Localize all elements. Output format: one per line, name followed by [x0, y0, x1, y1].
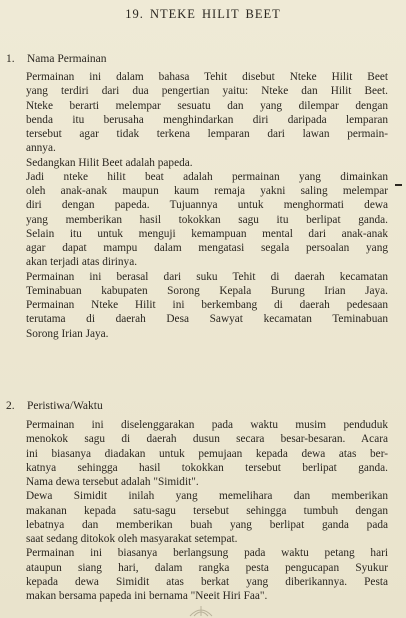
- text-line: benda itu berusaha menghindarkan diri daripada lemparan: [26, 113, 388, 126]
- section-body-1: [26, 70, 388, 341]
- text-line: tersebut agar tidak terkena lemparan dari lawan permain-: [26, 128, 388, 140]
- text-line: ataupun siang hari, dalam rangka pesta pengucapan Syukur: [26, 561, 388, 574]
- text-line: annya.: [26, 142, 56, 155]
- text-line: terutama di daerah Desa Sawyat kecamatan Teminabuan: [26, 313, 388, 326]
- text-line: lebatnya dan memberikan buah yang berlipat ganda pada: [26, 518, 388, 531]
- section-heading-peristiwa-waktu: [6, 400, 103, 412]
- text-line: agar dapat mampu dalam mengatasi segala persoalan yang: [26, 242, 388, 254]
- text-line: Jadi nteke hilit beat adalah permainan yang dimainkan: [26, 170, 388, 183]
- text-line: makanan kepada satu-sagu tersebut sehingga tumbuh dengan: [26, 504, 388, 517]
- text-line: makan bersama papeda ini bernama "Neeit Hiri Faa".: [26, 590, 268, 602]
- section-body-2: [26, 418, 388, 603]
- text-line: menokok sagu di daerah dusun secara besar-besaran. Acara: [26, 433, 388, 446]
- text-line: oleh anak-anak maupun kaum remaja yakni saling melempar: [26, 185, 388, 197]
- text-line: Permainan ini dalam bahasa Tehit disebut Nteke Hilit Beet: [26, 71, 388, 83]
- text-line: ini biasanya diadakan untuk pemujaan kepada dewa atas ber-: [26, 447, 388, 460]
- text-line: Permainan ini biasanya berlangsung pada waktu petang hari: [26, 547, 388, 560]
- margin-mark: [395, 184, 402, 186]
- page-ornament-icon: [188, 603, 214, 617]
- text-line: Selain itu untuk menguji kemampuan mental dari anak-anak: [26, 227, 388, 240]
- text-line: akan terjadi atas dirinya.: [26, 256, 138, 269]
- text-line: Dewa Simidit inilah yang memelihara dan memberikan: [26, 490, 388, 503]
- text-line: Nteke berarti melempar sesuatu dan yang dilempar dengan: [26, 99, 388, 112]
- page-title: 19. NTEKE HILIT BEET: [125, 7, 281, 21]
- text-line: yang memberikan hasil tokokkan sagu itu berlipat ganda.: [26, 213, 388, 226]
- text-line: kepada dewa Simidit atas berkat yang diberikannya. Pesta: [26, 575, 388, 588]
- text-line: Permainan ini berasal dari suku Tehit di daerah kecamatan: [26, 270, 388, 283]
- text-line: Permainan Nteke Hilit ini berkembang di daerah pedesaan: [26, 299, 388, 311]
- text-line: Teminabuan kabupaten Sorong Kepala Burung Irian Jaya.: [26, 284, 388, 297]
- section-heading-nama-permainan: [6, 53, 107, 65]
- text-line: Sedangkan Hilit Beet adalah papeda.: [26, 156, 193, 169]
- text-line: Sorong Irian Jaya.: [26, 327, 109, 340]
- section-title: Nama Permainan: [27, 53, 107, 65]
- text-line: Nama dewa tersebut adalah "Simidit".: [26, 476, 199, 488]
- text-line: diri dengan papeda. Tujuannya untuk menghormati dewa: [26, 199, 388, 212]
- text-line: saat sedang ditokok oleh masyarakat setempat.: [26, 533, 238, 545]
- section-number: 2.: [6, 400, 15, 412]
- text-line: katnya sehingga hasil tokokkan tersebut berlipat ganda.: [26, 461, 388, 474]
- section-number: 1.: [6, 53, 15, 65]
- section-title: Peristiwa/Waktu: [27, 400, 103, 412]
- text-line: yang terdiri dari dua pengertian yaitu: Nteke dan Hilit Beet.: [26, 85, 388, 98]
- text-line: Permainan ini diselenggarakan pada waktu musim penduduk: [26, 419, 388, 431]
